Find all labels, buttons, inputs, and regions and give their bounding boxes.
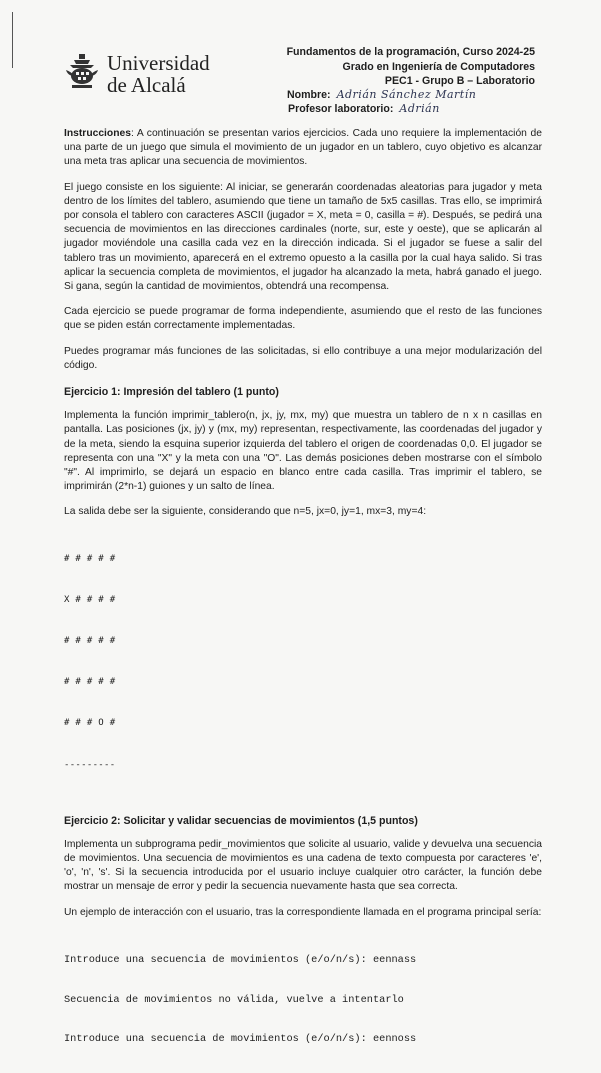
- exercise2-example-intro: Un ejemplo de interacción con el usuario, tras la correspondiente llamada en el programa principal sería:: [64, 906, 542, 918]
- instructions-label: Instrucciones: [64, 128, 131, 139]
- student-name-row: [287, 88, 476, 101]
- console-line: Introduce una secuencia de movimientos (e/o/n/s): eennass: [64, 954, 417, 967]
- console-line: Secuencia de movimientos no válida, vuelve a intentarlo: [64, 993, 404, 1006]
- university-name-line1: Universidad: [107, 51, 210, 75]
- university-crest-icon: [62, 52, 102, 92]
- exercise1-statement: Implementa la función imprimir_tablero(n, jx, jy, mx, my) que muestra un tablero de n x n casillas en pantalla. Las posiciones (jx, jy) y (mx, my) representan, respectivamente, las coordenadas del jugador y de la meta, siendo la esquina superior izquierda del tablero el origen de coordenadas 0,0. El jugador se representa con una "X" y la meta con una "O". Las demás posiciones deben mostrarse con el símbolo "#". Al imprimirlo, se dejará un espacio en blanco entre cada casilla. Tras imprimir el tablero, se imprimirán (2*n-1) guiones y un salto de línea.: [64, 410, 542, 493]
- independence-note: Cada ejercicio se puede programar de forma independiente, asumiendo que el resto de las funciones que se piden están correctamente implementadas.: [64, 306, 542, 332]
- instructions-paragraph: [64, 127, 542, 170]
- instructions-text: : A continuación se presentan varios ejercicios. Cada uno requiere la implementación de una parte de un juego que simula el movimiento de un jugador en un tablero, cuyo objetivo es alcanzar una meta tras aplicar una secuencia de movimientos.: [64, 128, 542, 168]
- board-row: # # # # #: [64, 554, 116, 565]
- professor-handwritten: Adrián: [399, 102, 440, 115]
- margin-pencil-mark: [12, 12, 13, 68]
- name-label: Nombre:: [287, 89, 331, 101]
- course-info: [245, 45, 535, 89]
- university-name-line2: de Alcalá: [107, 73, 186, 97]
- degree-name: Grado en Ingeniería de Computadores: [342, 60, 535, 73]
- exercise2-title: Ejercicio 2: Solicitar y validar secuencias de movimientos (1,5 puntos): [64, 814, 418, 827]
- student-name-handwritten: Adrián Sánchez Martín: [336, 88, 477, 101]
- professor-row: [288, 102, 440, 115]
- exam-body: [64, 127, 542, 1073]
- console-output: [64, 928, 542, 1073]
- exam-group: PEC1 - Grupo B – Laboratorio: [384, 75, 535, 87]
- exercise1-title: Ejercicio 1: Impresión del tablero (1 punto): [64, 386, 279, 399]
- professor-label: Profesor laboratorio:: [288, 103, 394, 115]
- game-description: El juego consiste en los siguiente: Al iniciar, se generarán coordenadas aleatorias para jugador y meta dentro de los límites del tablero, asumiendo que tiene un tamaño de 5x5 casillas. Tras ello, se imprimirá por consola el tablero con caracteres ASCII (jugador = X, meta = 0, casilla = #). Después, se pedirá una secuencia de movimientos en las direcciones cardinales (norte, sur, este y oeste), que se aplicarán al jugador moviéndole una casilla cada vez en la dirección indicada. Si el jugador se fuese a salir del tablero tras un movimiento, aparecerá en el extremo opuesto a la casilla por la cual haya salido. Si tras aplicar la secuencia completa de movimientos, el jugador ha alcanzado la meta, habrá ganado el juego. Si gana, según la cantidad de movimientos, obtendrá una recompensa.: [64, 181, 542, 293]
- university-name: [107, 52, 210, 96]
- console-line: Introduce una secuencia de movimientos (e/o/n/s): eennoss: [64, 1033, 417, 1046]
- board-row: # # # # #: [64, 636, 116, 647]
- board-row: # # # # #: [64, 677, 116, 688]
- board-separator: ---------: [64, 759, 116, 770]
- board-output: [64, 526, 542, 800]
- exercise2-statement: Implementa un subprograma pedir_movimientos que solicite al usuario, valide y devuelva una secuencia de movimientos. Una secuencia de movimientos es una cadena de texto compuesta por caracteres 'e', 'o', 'n', 's'. Si la secuencia introducida por el usuario incluye cualquier otro carácter, la función debe mostrar un mensaje de error y pedir la secuencia nuevamente hasta que sea correcta.: [64, 838, 542, 893]
- exercise1-example-intro: La salida debe ser la siguiente, considerando que n=5, jx=0, jy=1, mx=3, my=4:: [64, 506, 427, 518]
- board-row: X # # # #: [64, 595, 116, 606]
- board-row: # # # O #: [64, 718, 116, 729]
- modularization-note: Puedes programar más funciones de las solicitadas, si ello contribuye a una mejor modularización del código.: [64, 345, 542, 371]
- course-title: Fundamentos de la programación, Curso 2024-25: [286, 46, 535, 58]
